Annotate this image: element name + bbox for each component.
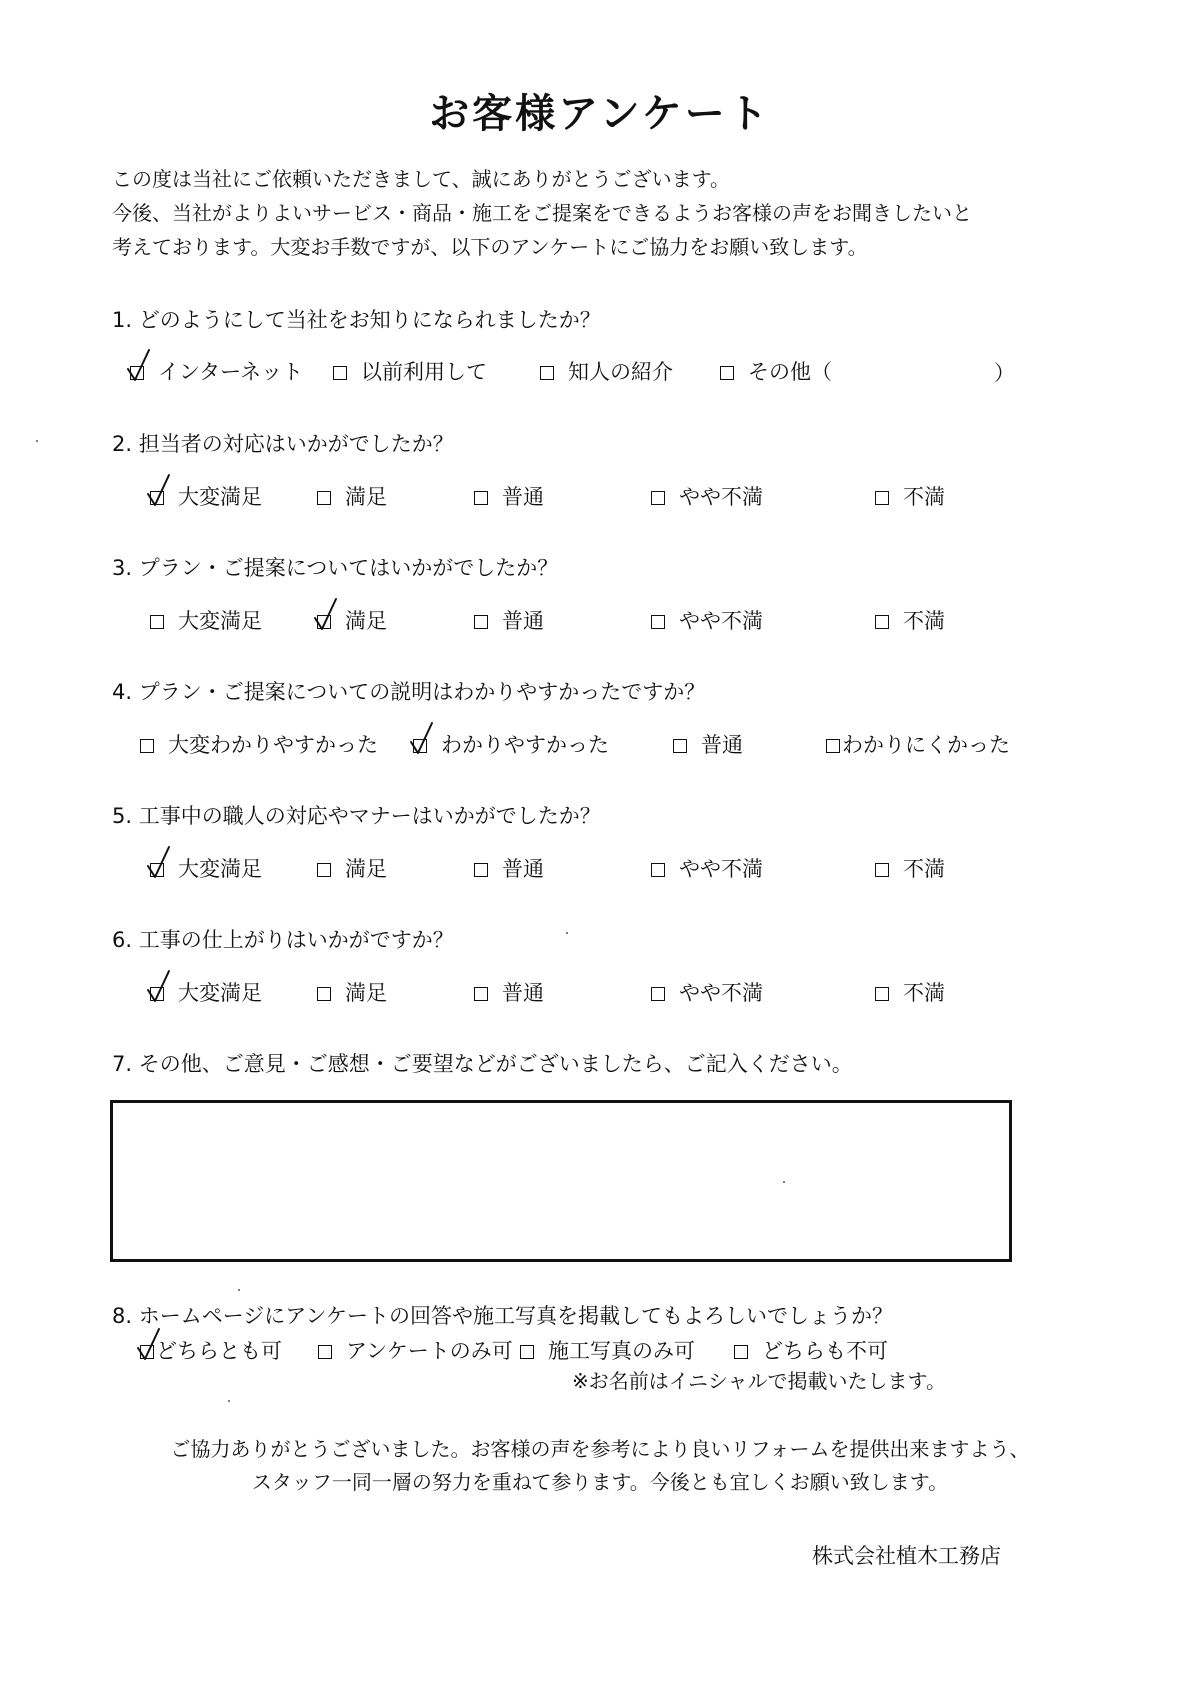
checkbox[interactable] <box>150 615 164 629</box>
option-label: 満足 <box>345 981 387 1005</box>
option-label: 普通 <box>502 857 544 881</box>
closing-line-1: ご協力ありがとうございました。お客様の声を参考により良いリフォームを提供出来ますよう、 <box>170 1437 1030 1461</box>
option-label: やや不満 <box>679 857 763 881</box>
option-label: 普通 <box>701 733 743 757</box>
option-label: 大変満足 <box>178 981 262 1005</box>
q2-option-dissatisfied[interactable] <box>875 481 945 511</box>
checkbox[interactable] <box>474 987 488 1001</box>
scan-speck <box>566 932 568 934</box>
checkbox[interactable] <box>150 863 164 877</box>
other-close-paren: ） <box>994 361 1015 385</box>
option-label: やや不満 <box>679 609 763 633</box>
checkbox[interactable] <box>651 863 665 877</box>
option-label: わかりやすかった <box>441 733 609 757</box>
checkbox[interactable] <box>318 1345 332 1359</box>
q6-option-very-satisfied[interactable] <box>150 977 262 1007</box>
q5-option-very-satisfied[interactable] <box>150 853 262 883</box>
question-3: 3. プラン・ご提案についてはいかがでしたか？ <box>112 556 559 580</box>
checkbox[interactable] <box>875 615 889 629</box>
q8-option-both-ok[interactable] <box>140 1335 282 1365</box>
option-label: アンケートのみ可 <box>346 1339 513 1363</box>
option-label: 以前利用して <box>361 360 487 384</box>
checkbox[interactable] <box>150 491 164 505</box>
check-mark-icon <box>312 596 340 632</box>
q3-option-dissatisfied[interactable] <box>875 605 945 635</box>
question-4: 4. プラン・ご提案についての説明はわかりやすかったですか？ <box>112 680 706 704</box>
question-6: 6. 工事の仕上がりはいかがですか？ <box>112 928 454 952</box>
check-mark-icon <box>145 844 173 880</box>
q3-option-satisfied[interactable] <box>317 605 387 635</box>
checkbox[interactable] <box>720 366 734 380</box>
check-mark-icon <box>408 720 436 756</box>
option-label: インターネット <box>158 360 304 384</box>
option-label: やや不満 <box>679 981 763 1005</box>
question-7: 7. その他、ご意見・ご感想・ご要望などがございましたら、ご記入ください。 <box>112 1052 853 1076</box>
checkbox[interactable] <box>673 739 687 753</box>
check-mark-icon <box>145 472 173 508</box>
checkbox[interactable] <box>734 1345 748 1359</box>
question-5: 5. 工事中の職人の対応やマナーはいかがでしたか？ <box>112 804 601 828</box>
option-label: やや不満 <box>679 485 763 509</box>
q6-option-dissatisfied[interactable] <box>875 977 945 1007</box>
option-label: 普通 <box>502 609 544 633</box>
checkbox[interactable] <box>875 863 889 877</box>
checkbox[interactable] <box>474 615 488 629</box>
check-mark-icon <box>125 347 153 383</box>
q2-option-slightly-dissatisfied[interactable] <box>651 481 763 511</box>
checkbox[interactable] <box>651 491 665 505</box>
company-name: 株式会社植木工務店 <box>812 1544 1001 1568</box>
scan-speck <box>238 1289 240 1291</box>
option-label: 満足 <box>345 857 387 881</box>
option-label: 満足 <box>345 485 387 509</box>
option-label: 施工写真のみ可 <box>548 1339 695 1363</box>
checkbox[interactable] <box>130 366 144 380</box>
option-label: 大変わかりやすかった <box>168 733 378 757</box>
option-label: 大変満足 <box>178 485 262 509</box>
option-label: どちらとも可 <box>156 1339 282 1363</box>
q2-option-neutral[interactable] <box>474 481 544 511</box>
q5-option-satisfied[interactable] <box>317 853 387 883</box>
comment-box[interactable] <box>110 1100 1012 1262</box>
option-label: 大変満足 <box>178 609 262 633</box>
closing-line-2: スタッフ一同一層の努力を重ねて参ります。今後とも宜しくお願い致します。 <box>251 1470 949 1494</box>
checkbox[interactable] <box>413 739 427 753</box>
checkbox[interactable] <box>651 987 665 1001</box>
option-label: 大変満足 <box>178 857 262 881</box>
q4-option-clear[interactable] <box>413 729 609 759</box>
option-label: その他（ <box>748 360 832 384</box>
q1-option-previous-use[interactable] <box>333 356 487 386</box>
checkbox[interactable] <box>826 739 840 753</box>
option-label: 知人の紹介 <box>568 360 673 384</box>
question-2: 2. 担当者の対応はいかがでしたか？ <box>112 432 454 456</box>
q6-option-neutral[interactable] <box>474 977 544 1007</box>
page-title: お客様アンケート <box>429 91 771 137</box>
scan-speck <box>228 1400 230 1402</box>
q2-option-satisfied[interactable] <box>317 481 387 511</box>
q3-option-slightly-dissatisfied[interactable] <box>651 605 763 635</box>
q6-option-satisfied[interactable] <box>317 977 387 1007</box>
checkbox[interactable] <box>875 987 889 1001</box>
q5-option-slightly-dissatisfied[interactable] <box>651 853 763 883</box>
check-mark-icon <box>135 1326 163 1362</box>
q8-option-neither[interactable] <box>734 1335 888 1365</box>
q4-option-very-clear[interactable] <box>140 729 378 759</box>
q1-option-referral[interactable] <box>540 356 673 386</box>
check-mark-icon <box>145 968 173 1004</box>
q1-option-other[interactable] <box>720 356 832 386</box>
q6-option-slightly-dissatisfied[interactable] <box>651 977 763 1007</box>
q1-option-internet[interactable] <box>130 356 303 386</box>
option-label: 満足 <box>345 609 387 633</box>
checkbox[interactable] <box>140 1345 154 1359</box>
checkbox[interactable] <box>317 987 331 1001</box>
q4-option-unclear[interactable] <box>826 729 1010 759</box>
checkbox[interactable] <box>317 863 331 877</box>
question-1: 1. どのようにして当社をお知りになられましたか？ <box>112 308 601 332</box>
checkbox[interactable] <box>140 739 154 753</box>
q4-option-neutral[interactable] <box>673 729 743 759</box>
q3-option-neutral[interactable] <box>474 605 544 635</box>
checkbox[interactable] <box>651 615 665 629</box>
q5-option-dissatisfied[interactable] <box>875 853 945 883</box>
option-label: わかりにくかった <box>842 733 1010 757</box>
scan-speck <box>36 440 38 442</box>
intro-line-3: 考えております。大変お手数ですが、以下のアンケートにご協力をお願い致します。 <box>112 235 868 259</box>
scan-speck <box>783 1181 785 1183</box>
checkbox[interactable] <box>474 491 488 505</box>
intro-line-2: 今後、当社がよりよいサービス・商品・施工をご提案をできるようお客様の声をお聞きしたいと <box>112 201 972 225</box>
checkbox[interactable] <box>520 1345 534 1359</box>
name-initial-note: ※お名前はイニシャルで掲載いたします。 <box>572 1369 946 1393</box>
q2-option-very-satisfied[interactable] <box>150 481 262 511</box>
option-label: 普通 <box>502 981 544 1005</box>
question-8: 8. ホームページにアンケートの回答や施工写真を掲載してもよろしいでしょうか？ <box>112 1304 894 1328</box>
option-label: 不満 <box>903 857 945 881</box>
q8-option-survey-only[interactable] <box>318 1335 513 1365</box>
checkbox[interactable] <box>875 491 889 505</box>
option-label: 不満 <box>903 609 945 633</box>
option-label: 不満 <box>903 981 945 1005</box>
option-label: 普通 <box>502 485 544 509</box>
q8-option-photos-only[interactable] <box>520 1335 695 1365</box>
q3-option-very-satisfied[interactable] <box>150 605 262 635</box>
checkbox[interactable] <box>317 491 331 505</box>
q5-option-neutral[interactable] <box>474 853 544 883</box>
checkbox[interactable] <box>333 366 347 380</box>
option-label: どちらも不可 <box>762 1339 888 1363</box>
checkbox[interactable] <box>317 615 331 629</box>
option-label: 不満 <box>903 485 945 509</box>
checkbox[interactable] <box>150 987 164 1001</box>
checkbox[interactable] <box>540 366 554 380</box>
checkbox[interactable] <box>474 863 488 877</box>
intro-line-1: この度は当社にご依頼いただきまして、誠にありがとうございます。 <box>112 167 730 191</box>
